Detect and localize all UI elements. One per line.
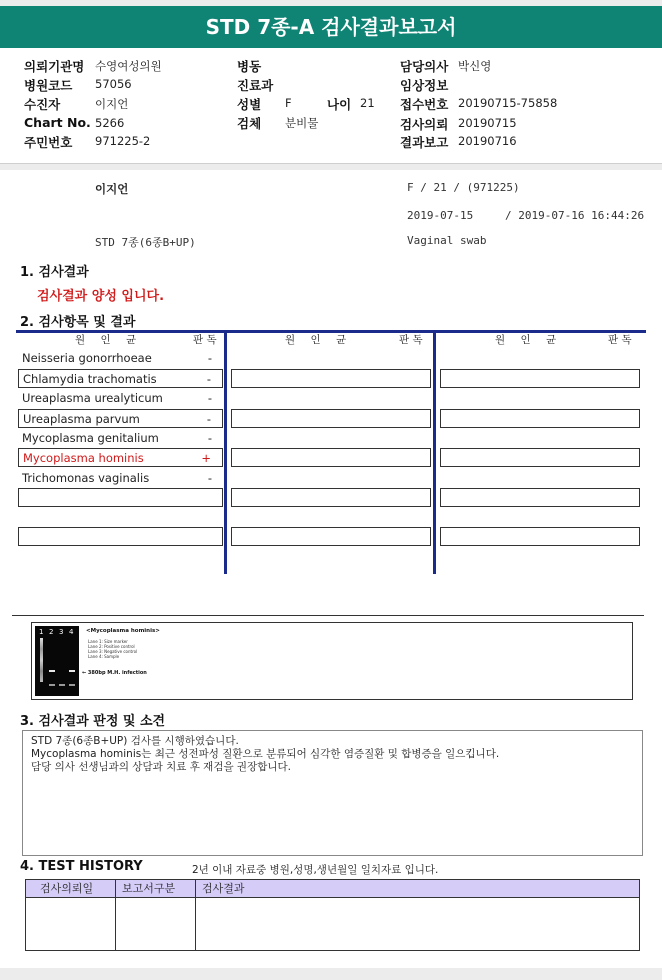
section4-title: 4. TEST HISTORY bbox=[20, 859, 143, 874]
sex-label: 성별 bbox=[237, 97, 262, 112]
institution-value: 수영여성의원 bbox=[95, 59, 162, 73]
opinion-box bbox=[22, 730, 643, 856]
test-item-result: - bbox=[207, 471, 212, 485]
specimen-label: 검체 bbox=[237, 116, 262, 131]
empty-result-box bbox=[231, 488, 431, 507]
col2-result-header: 판 독 bbox=[399, 334, 423, 346]
test-item-result: - bbox=[207, 351, 212, 365]
opinion-line: 담당 의사 선생님과의 상담과 치료 후 재검을 권장합니다. bbox=[31, 761, 291, 773]
hospital-code-label: 병원코드 bbox=[24, 78, 73, 93]
gel-title: <Mycoplasma hominis> bbox=[86, 628, 160, 634]
gel-electrophoresis-panel bbox=[31, 622, 633, 700]
empty-result-box bbox=[440, 527, 640, 546]
chart-no-value: 5266 bbox=[95, 116, 125, 130]
header-info bbox=[0, 48, 662, 164]
id-label: 주민번호 bbox=[24, 135, 73, 150]
report-date-label: 결과보고 bbox=[400, 135, 449, 150]
empty-result-box bbox=[440, 448, 640, 467]
test-item-name: Mycoplasma genitalium bbox=[22, 431, 159, 445]
receipt-label: 접수번호 bbox=[400, 97, 449, 112]
report-title: STD 7종-A 검사결과보고서 bbox=[0, 6, 662, 48]
sex-value: F bbox=[285, 96, 292, 110]
age-value: 21 bbox=[360, 96, 375, 110]
test-item-row bbox=[18, 409, 223, 428]
opinion-line: Mycoplasma hominis는 최근 성전파성 질환으로 분류되어 심각한 염증질환 및 합병증을 일으킵니다. bbox=[31, 748, 500, 760]
test-item-name: Ureaplasma parvum bbox=[23, 412, 140, 426]
ladder-lane bbox=[40, 638, 43, 682]
empty-result-box bbox=[18, 488, 223, 507]
doctor-value: 박신영 bbox=[458, 59, 492, 73]
section3-title: 3. 검사결과 판정 및 소견 bbox=[20, 714, 166, 729]
test-item-result: - bbox=[206, 372, 211, 386]
empty-result-box bbox=[440, 488, 640, 507]
gel-band bbox=[69, 684, 75, 686]
separator-line bbox=[12, 615, 644, 616]
gel-legend-item: Lane 3: Negative control bbox=[88, 649, 138, 654]
history-table-header bbox=[26, 880, 639, 898]
ward-label: 병동 bbox=[237, 59, 262, 74]
gel-band bbox=[49, 670, 55, 672]
chart-no-label: Chart No. bbox=[24, 115, 91, 130]
request-value: 20190715 bbox=[458, 116, 517, 130]
test-item-result: - bbox=[207, 391, 212, 405]
hospital-code-value: 57056 bbox=[95, 77, 132, 91]
lane-number: 3 bbox=[59, 628, 64, 636]
test-item-row-positive bbox=[18, 448, 223, 467]
col3-cause-header: 원 인 균 bbox=[495, 334, 563, 346]
lane-number: 2 bbox=[49, 628, 54, 636]
department-label: 진료과 bbox=[237, 78, 274, 93]
patient-label: 수진자 bbox=[24, 97, 61, 112]
clinical-label: 임상정보 bbox=[400, 78, 449, 93]
test-item-result: - bbox=[207, 431, 212, 445]
test-item-name: Trichomonas vaginalis bbox=[22, 471, 150, 485]
grid-divider-1 bbox=[224, 330, 227, 574]
test-item-result: - bbox=[206, 412, 211, 426]
gel-band-label: ← 380bp M.H. infection bbox=[82, 670, 147, 676]
gel-band bbox=[59, 684, 65, 686]
report-date-value: 20190716 bbox=[458, 134, 517, 148]
test-name: STD 7종(6종B+UP) bbox=[95, 236, 196, 249]
col1-result-header: 판 독 bbox=[193, 334, 217, 346]
history-col-result: 검사결과 bbox=[202, 882, 245, 895]
grid-divider-2 bbox=[433, 330, 436, 574]
gel-legend bbox=[88, 639, 137, 659]
test-item-name: Chlamydia trachomatis bbox=[23, 372, 157, 386]
gel-band bbox=[49, 684, 55, 686]
section2-title: 2. 검사항목 및 결과 bbox=[20, 315, 136, 330]
lane-number: 4 bbox=[69, 628, 74, 636]
empty-result-box bbox=[231, 409, 431, 428]
history-col-report-type: 보고서구분 bbox=[122, 882, 176, 895]
specimen-type: Vaginal swab bbox=[407, 234, 487, 247]
gel-legend-item: Lane 2: Positive control bbox=[88, 644, 135, 649]
history-col-request-date: 검사의뢰일 bbox=[40, 882, 94, 895]
doctor-label: 담당의사 bbox=[400, 59, 449, 74]
test-item-result: + bbox=[201, 451, 211, 465]
positive-result-message: 검사결과 양성 입니다. bbox=[37, 289, 165, 304]
report-body bbox=[0, 170, 662, 968]
history-note: 2년 이내 자료중 병원,성명,생년월일 일치자료 입니다. bbox=[192, 864, 439, 876]
lane-number: 1 bbox=[39, 628, 44, 636]
col2-cause-header: 원 인 균 bbox=[285, 334, 353, 346]
history-col-divider bbox=[115, 880, 116, 950]
empty-result-box bbox=[231, 369, 431, 388]
section1-title: 1. 검사결과 bbox=[20, 265, 89, 280]
test-item-row bbox=[18, 349, 223, 368]
gel-band bbox=[69, 670, 75, 672]
history-table bbox=[25, 879, 640, 951]
test-item-name: Mycoplasma hominis bbox=[23, 451, 144, 465]
gel-legend-item: Lane 1: Size marker bbox=[88, 639, 128, 644]
date-from: 2019-07-15 bbox=[407, 209, 474, 222]
empty-result-box bbox=[18, 527, 223, 546]
test-item-row bbox=[18, 389, 223, 408]
empty-result-box bbox=[440, 369, 640, 388]
empty-result-box bbox=[440, 409, 640, 428]
col1-cause-header: 원 인 균 bbox=[75, 334, 143, 346]
test-item-row bbox=[18, 429, 223, 448]
receipt-value: 20190715-75858 bbox=[458, 96, 558, 110]
test-item-row bbox=[18, 469, 223, 488]
age-label: 나이 bbox=[327, 97, 352, 112]
test-item-name: Neisseria gonorrhoeae bbox=[22, 351, 152, 365]
patient-name: 이지언 bbox=[95, 182, 129, 196]
test-item-row bbox=[18, 369, 223, 388]
test-item-name: Ureaplasma urealyticum bbox=[22, 391, 163, 405]
empty-result-box bbox=[231, 448, 431, 467]
institution-label: 의뢰기관명 bbox=[24, 59, 85, 74]
id-value: 971225-2 bbox=[95, 134, 151, 148]
patient-sex-age: F / 21 / (971225) bbox=[407, 181, 520, 194]
request-label: 검사의뢰 bbox=[400, 117, 449, 132]
date-to: / 2019-07-16 16:44:26 bbox=[505, 209, 645, 222]
specimen-value: 분비물 bbox=[285, 116, 319, 130]
history-col-divider bbox=[195, 880, 196, 950]
opinion-line: STD 7종(6종B+UP) 검사를 시행하였습니다. bbox=[31, 735, 239, 747]
empty-result-box bbox=[231, 527, 431, 546]
col3-result-header: 판 독 bbox=[608, 334, 632, 346]
patient-value: 이지언 bbox=[95, 97, 129, 111]
gel-legend-item: Lane 4: Sample bbox=[88, 654, 120, 659]
gel-image bbox=[35, 626, 79, 696]
